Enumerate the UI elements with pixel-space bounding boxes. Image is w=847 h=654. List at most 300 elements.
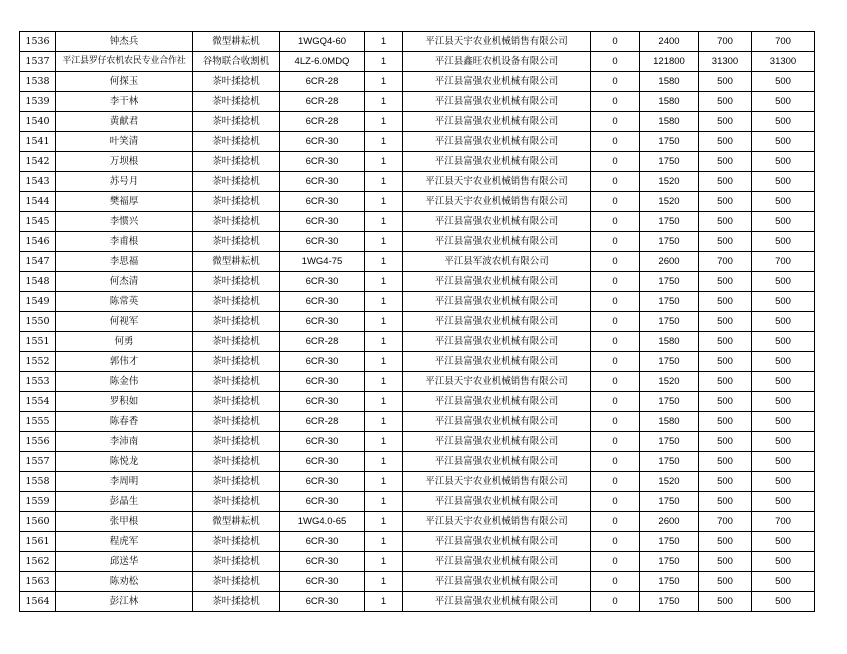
owner-name-cell: 陈春香 bbox=[56, 412, 193, 432]
owner-name-cell: 罗积如 bbox=[56, 392, 193, 412]
row-number-cell: 1553 bbox=[20, 372, 56, 392]
machine-type-cell: 茶叶揉捻机 bbox=[193, 352, 280, 372]
owner-name-cell: 陈劝松 bbox=[56, 572, 193, 592]
table-row bbox=[20, 92, 815, 112]
row-number-cell: 1560 bbox=[20, 512, 56, 532]
subsidy-b-cell: 500 bbox=[752, 272, 815, 292]
price-cell: 2400 bbox=[640, 32, 699, 52]
dealer-cell: 平江县富强农业机械有限公司 bbox=[403, 112, 591, 132]
subsidy-a-cell: 500 bbox=[699, 532, 752, 552]
col-zero-cell: 0 bbox=[591, 132, 640, 152]
owner-name-cell: 黄献君 bbox=[56, 112, 193, 132]
model-cell: 6CR-30 bbox=[280, 212, 365, 232]
machine-type-cell: 茶叶揉捻机 bbox=[193, 112, 280, 132]
quantity-cell: 1 bbox=[365, 312, 403, 332]
owner-name-cell: 苏号月 bbox=[56, 172, 193, 192]
dealer-cell: 平江县天宇农业机械销售有限公司 bbox=[403, 372, 591, 392]
price-cell: 1750 bbox=[640, 532, 699, 552]
model-cell: 6CR-28 bbox=[280, 72, 365, 92]
subsidy-a-cell: 500 bbox=[699, 152, 752, 172]
dealer-cell: 平江县富强农业机械有限公司 bbox=[403, 552, 591, 572]
subsidy-b-cell: 500 bbox=[752, 152, 815, 172]
row-number-cell: 1546 bbox=[20, 232, 56, 252]
dealer-cell: 平江县富强农业机械有限公司 bbox=[403, 92, 591, 112]
quantity-cell: 1 bbox=[365, 232, 403, 252]
price-cell: 1750 bbox=[640, 432, 699, 452]
col-zero-cell: 0 bbox=[591, 452, 640, 472]
row-number-cell: 1550 bbox=[20, 312, 56, 332]
machine-type-cell: 茶叶揉捻机 bbox=[193, 532, 280, 552]
model-cell: 6CR-30 bbox=[280, 192, 365, 212]
machine-type-cell: 茶叶揉捻机 bbox=[193, 212, 280, 232]
subsidy-b-cell: 500 bbox=[752, 592, 815, 612]
model-cell: 6CR-30 bbox=[280, 232, 365, 252]
dealer-cell: 平江县富强农业机械有限公司 bbox=[403, 212, 591, 232]
quantity-cell: 1 bbox=[365, 32, 403, 52]
price-cell: 1580 bbox=[640, 92, 699, 112]
quantity-cell: 1 bbox=[365, 332, 403, 352]
price-cell: 1750 bbox=[640, 232, 699, 252]
machine-type-cell: 茶叶揉捻机 bbox=[193, 152, 280, 172]
subsidy-b-cell: 500 bbox=[752, 72, 815, 92]
row-number-cell: 1556 bbox=[20, 432, 56, 452]
dealer-cell: 平江县富强农业机械有限公司 bbox=[403, 312, 591, 332]
subsidy-b-cell: 500 bbox=[752, 232, 815, 252]
machine-type-cell: 微型耕耘机 bbox=[193, 252, 280, 272]
subsidy-a-cell: 500 bbox=[699, 372, 752, 392]
subsidy-a-cell: 500 bbox=[699, 172, 752, 192]
owner-name-cell: 何视军 bbox=[56, 312, 193, 332]
owner-name-cell: 陈悦龙 bbox=[56, 452, 193, 472]
machine-type-cell: 微型耕耘机 bbox=[193, 32, 280, 52]
quantity-cell: 1 bbox=[365, 372, 403, 392]
col-zero-cell: 0 bbox=[591, 532, 640, 552]
subsidy-b-cell: 500 bbox=[752, 392, 815, 412]
model-cell: 6CR-30 bbox=[280, 592, 365, 612]
col-zero-cell: 0 bbox=[591, 252, 640, 272]
quantity-cell: 1 bbox=[365, 252, 403, 272]
col-zero-cell: 0 bbox=[591, 352, 640, 372]
subsidy-a-cell: 500 bbox=[699, 112, 752, 132]
dealer-cell: 平江县天宇农业机械销售有限公司 bbox=[403, 192, 591, 212]
price-cell: 1750 bbox=[640, 292, 699, 312]
col-zero-cell: 0 bbox=[591, 72, 640, 92]
table-row bbox=[20, 452, 815, 472]
table-row bbox=[20, 252, 815, 272]
row-number-cell: 1547 bbox=[20, 252, 56, 272]
col-zero-cell: 0 bbox=[591, 572, 640, 592]
price-cell: 1750 bbox=[640, 152, 699, 172]
subsidy-a-cell: 500 bbox=[699, 332, 752, 352]
dealer-cell: 平江县富强农业机械有限公司 bbox=[403, 432, 591, 452]
owner-name-cell: 邱送华 bbox=[56, 552, 193, 572]
dealer-cell: 平江县富强农业机械有限公司 bbox=[403, 412, 591, 432]
subsidy-a-cell: 500 bbox=[699, 452, 752, 472]
owner-name-cell: 陈常英 bbox=[56, 292, 193, 312]
model-cell: 4LZ-6.0MDQ bbox=[280, 52, 365, 72]
table-row bbox=[20, 72, 815, 92]
subsidy-b-cell: 500 bbox=[752, 332, 815, 352]
col-zero-cell: 0 bbox=[591, 392, 640, 412]
col-zero-cell: 0 bbox=[591, 52, 640, 72]
row-number-cell: 1545 bbox=[20, 212, 56, 232]
price-cell: 1750 bbox=[640, 312, 699, 332]
table-row bbox=[20, 492, 815, 512]
owner-name-cell: 陈金伟 bbox=[56, 372, 193, 392]
col-zero-cell: 0 bbox=[591, 212, 640, 232]
row-number-cell: 1558 bbox=[20, 472, 56, 492]
row-number-cell: 1540 bbox=[20, 112, 56, 132]
row-number-cell: 1548 bbox=[20, 272, 56, 292]
machine-type-cell: 茶叶揉捻机 bbox=[193, 132, 280, 152]
machine-type-cell: 茶叶揉捻机 bbox=[193, 232, 280, 252]
model-cell: 6CR-30 bbox=[280, 152, 365, 172]
col-zero-cell: 0 bbox=[591, 492, 640, 512]
price-cell: 1580 bbox=[640, 332, 699, 352]
col-zero-cell: 0 bbox=[591, 432, 640, 452]
subsidy-a-cell: 500 bbox=[699, 592, 752, 612]
col-zero-cell: 0 bbox=[591, 312, 640, 332]
model-cell: 6CR-30 bbox=[280, 372, 365, 392]
owner-name-cell: 何探玉 bbox=[56, 72, 193, 92]
price-cell: 1750 bbox=[640, 572, 699, 592]
table-row bbox=[20, 472, 815, 492]
row-number-cell: 1563 bbox=[20, 572, 56, 592]
owner-name-cell: 郭伟才 bbox=[56, 352, 193, 372]
quantity-cell: 1 bbox=[365, 192, 403, 212]
owner-name-cell: 彭晶生 bbox=[56, 492, 193, 512]
machine-type-cell: 茶叶揉捻机 bbox=[193, 472, 280, 492]
model-cell: 6CR-30 bbox=[280, 572, 365, 592]
col-zero-cell: 0 bbox=[591, 172, 640, 192]
quantity-cell: 1 bbox=[365, 152, 403, 172]
subsidy-b-cell: 500 bbox=[752, 432, 815, 452]
table-row bbox=[20, 152, 815, 172]
table-row bbox=[20, 112, 815, 132]
owner-name-cell: 何勇 bbox=[56, 332, 193, 352]
subsidy-b-cell: 500 bbox=[752, 492, 815, 512]
col-zero-cell: 0 bbox=[591, 552, 640, 572]
subsidy-a-cell: 500 bbox=[699, 352, 752, 372]
price-cell: 121800 bbox=[640, 52, 699, 72]
dealer-cell: 平江县富强农业机械有限公司 bbox=[403, 452, 591, 472]
subsidy-b-cell: 500 bbox=[752, 372, 815, 392]
col-zero-cell: 0 bbox=[591, 332, 640, 352]
col-zero-cell: 0 bbox=[591, 232, 640, 252]
quantity-cell: 1 bbox=[365, 52, 403, 72]
machine-type-cell: 微型耕耘机 bbox=[193, 512, 280, 532]
owner-name-cell: 樊福厚 bbox=[56, 192, 193, 212]
model-cell: 6CR-28 bbox=[280, 92, 365, 112]
owner-name-cell: 钟杰兵 bbox=[56, 32, 193, 52]
dealer-cell: 平江县天宇农业机械销售有限公司 bbox=[403, 32, 591, 52]
subsidy-b-cell: 500 bbox=[752, 552, 815, 572]
table-row bbox=[20, 172, 815, 192]
subsidy-a-cell: 500 bbox=[699, 232, 752, 252]
quantity-cell: 1 bbox=[365, 512, 403, 532]
row-number-cell: 1555 bbox=[20, 412, 56, 432]
model-cell: 6CR-30 bbox=[280, 432, 365, 452]
quantity-cell: 1 bbox=[365, 552, 403, 572]
machine-type-cell: 茶叶揉捻机 bbox=[193, 412, 280, 432]
subsidy-b-cell: 500 bbox=[752, 192, 815, 212]
quantity-cell: 1 bbox=[365, 212, 403, 232]
quantity-cell: 1 bbox=[365, 112, 403, 132]
subsidy-a-cell: 31300 bbox=[699, 52, 752, 72]
subsidy-a-cell: 700 bbox=[699, 32, 752, 52]
table-body bbox=[20, 32, 815, 612]
owner-name-cell: 张甲根 bbox=[56, 512, 193, 532]
owner-name-cell: 万坝根 bbox=[56, 152, 193, 172]
machine-type-cell: 茶叶揉捻机 bbox=[193, 572, 280, 592]
machine-type-cell: 茶叶揉捻机 bbox=[193, 172, 280, 192]
machine-type-cell: 茶叶揉捻机 bbox=[193, 552, 280, 572]
table-row bbox=[20, 212, 815, 232]
table-row bbox=[20, 232, 815, 252]
row-number-cell: 1559 bbox=[20, 492, 56, 512]
col-zero-cell: 0 bbox=[591, 192, 640, 212]
model-cell: 6CR-30 bbox=[280, 532, 365, 552]
machine-type-cell: 茶叶揉捻机 bbox=[193, 372, 280, 392]
owner-name-cell: 李沛南 bbox=[56, 432, 193, 452]
owner-name-cell: 李周明 bbox=[56, 472, 193, 492]
col-zero-cell: 0 bbox=[591, 272, 640, 292]
subsidy-b-cell: 500 bbox=[752, 472, 815, 492]
dealer-cell: 平江县富强农业机械有限公司 bbox=[403, 392, 591, 412]
owner-name-cell: 李惯兴 bbox=[56, 212, 193, 232]
subsidy-b-cell: 500 bbox=[752, 352, 815, 372]
row-number-cell: 1542 bbox=[20, 152, 56, 172]
col-zero-cell: 0 bbox=[591, 412, 640, 432]
table-row bbox=[20, 32, 815, 52]
subsidy-b-cell: 500 bbox=[752, 312, 815, 332]
subsidy-b-cell: 700 bbox=[752, 32, 815, 52]
owner-name-cell: 叶笑清 bbox=[56, 132, 193, 152]
quantity-cell: 1 bbox=[365, 592, 403, 612]
price-cell: 1750 bbox=[640, 272, 699, 292]
table-row bbox=[20, 592, 815, 612]
machine-type-cell: 茶叶揉捻机 bbox=[193, 92, 280, 112]
model-cell: 6CR-30 bbox=[280, 132, 365, 152]
table-row bbox=[20, 532, 815, 552]
quantity-cell: 1 bbox=[365, 352, 403, 372]
price-cell: 1750 bbox=[640, 212, 699, 232]
table-row bbox=[20, 552, 815, 572]
row-number-cell: 1537 bbox=[20, 52, 56, 72]
subsidy-b-cell: 500 bbox=[752, 532, 815, 552]
subsidy-a-cell: 500 bbox=[699, 432, 752, 452]
col-zero-cell: 0 bbox=[591, 512, 640, 532]
model-cell: 6CR-30 bbox=[280, 472, 365, 492]
quantity-cell: 1 bbox=[365, 272, 403, 292]
row-number-cell: 1538 bbox=[20, 72, 56, 92]
quantity-cell: 1 bbox=[365, 132, 403, 152]
machine-type-cell: 茶叶揉捻机 bbox=[193, 72, 280, 92]
subsidy-b-cell: 500 bbox=[752, 132, 815, 152]
machine-type-cell: 茶叶揉捻机 bbox=[193, 592, 280, 612]
subsidy-b-cell: 700 bbox=[752, 252, 815, 272]
price-cell: 1580 bbox=[640, 72, 699, 92]
quantity-cell: 1 bbox=[365, 432, 403, 452]
subsidy-a-cell: 500 bbox=[699, 552, 752, 572]
subsidy-a-cell: 500 bbox=[699, 292, 752, 312]
quantity-cell: 1 bbox=[365, 412, 403, 432]
dealer-cell: 平江县富强农业机械有限公司 bbox=[403, 132, 591, 152]
table-row bbox=[20, 52, 815, 72]
machine-type-cell: 茶叶揉捻机 bbox=[193, 332, 280, 352]
model-cell: 6CR-28 bbox=[280, 412, 365, 432]
owner-name-cell: 李甫根 bbox=[56, 232, 193, 252]
dealer-cell: 平江县富强农业机械有限公司 bbox=[403, 532, 591, 552]
owner-name-cell: 平江县罗仔农机农民专业合作社 bbox=[56, 52, 193, 72]
table-row bbox=[20, 132, 815, 152]
subsidy-b-cell: 500 bbox=[752, 212, 815, 232]
model-cell: 1WG4-75 bbox=[280, 252, 365, 272]
model-cell: 6CR-30 bbox=[280, 172, 365, 192]
col-zero-cell: 0 bbox=[591, 472, 640, 492]
row-number-cell: 1564 bbox=[20, 592, 56, 612]
subsidy-a-cell: 500 bbox=[699, 212, 752, 232]
col-zero-cell: 0 bbox=[591, 92, 640, 112]
model-cell: 6CR-30 bbox=[280, 312, 365, 332]
price-cell: 1580 bbox=[640, 412, 699, 432]
row-number-cell: 1552 bbox=[20, 352, 56, 372]
model-cell: 6CR-30 bbox=[280, 552, 365, 572]
price-cell: 1750 bbox=[640, 552, 699, 572]
model-cell: 6CR-30 bbox=[280, 492, 365, 512]
table-row bbox=[20, 272, 815, 292]
col-zero-cell: 0 bbox=[591, 292, 640, 312]
subsidy-a-cell: 500 bbox=[699, 192, 752, 212]
subsidy-a-cell: 500 bbox=[699, 472, 752, 492]
owner-name-cell: 何杰清 bbox=[56, 272, 193, 292]
table-row bbox=[20, 312, 815, 332]
owner-name-cell: 程虎军 bbox=[56, 532, 193, 552]
model-cell: 1WG4.0-65 bbox=[280, 512, 365, 532]
machine-type-cell: 茶叶揉捻机 bbox=[193, 192, 280, 212]
model-cell: 6CR-30 bbox=[280, 452, 365, 472]
row-number-cell: 1561 bbox=[20, 532, 56, 552]
subsidy-b-cell: 500 bbox=[752, 112, 815, 132]
subsidy-a-cell: 700 bbox=[699, 252, 752, 272]
row-number-cell: 1551 bbox=[20, 332, 56, 352]
col-zero-cell: 0 bbox=[591, 152, 640, 172]
table-row bbox=[20, 392, 815, 412]
table-row bbox=[20, 512, 815, 532]
quantity-cell: 1 bbox=[365, 172, 403, 192]
model-cell: 1WGQ4-60 bbox=[280, 32, 365, 52]
row-number-cell: 1557 bbox=[20, 452, 56, 472]
row-number-cell: 1541 bbox=[20, 132, 56, 152]
machine-type-cell: 茶叶揉捻机 bbox=[193, 492, 280, 512]
dealer-cell: 平江县富强农业机械有限公司 bbox=[403, 272, 591, 292]
subsidy-b-cell: 500 bbox=[752, 92, 815, 112]
row-number-cell: 1544 bbox=[20, 192, 56, 212]
quantity-cell: 1 bbox=[365, 72, 403, 92]
quantity-cell: 1 bbox=[365, 452, 403, 472]
price-cell: 2600 bbox=[640, 512, 699, 532]
dealer-cell: 平江县军波农机有限公司 bbox=[403, 252, 591, 272]
dealer-cell: 平江县富强农业机械有限公司 bbox=[403, 72, 591, 92]
subsidy-b-cell: 500 bbox=[752, 292, 815, 312]
price-cell: 1520 bbox=[640, 192, 699, 212]
row-number-cell: 1549 bbox=[20, 292, 56, 312]
table-row bbox=[20, 332, 815, 352]
price-cell: 1750 bbox=[640, 492, 699, 512]
price-cell: 1520 bbox=[640, 172, 699, 192]
model-cell: 6CR-30 bbox=[280, 272, 365, 292]
subsidy-b-cell: 500 bbox=[752, 172, 815, 192]
subsidy-a-cell: 500 bbox=[699, 572, 752, 592]
col-zero-cell: 0 bbox=[591, 372, 640, 392]
dealer-cell: 平江县富强农业机械有限公司 bbox=[403, 152, 591, 172]
table-row bbox=[20, 352, 815, 372]
subsidy-b-cell: 500 bbox=[752, 452, 815, 472]
dealer-cell: 平江县富强农业机械有限公司 bbox=[403, 592, 591, 612]
price-cell: 1750 bbox=[640, 592, 699, 612]
row-number-cell: 1554 bbox=[20, 392, 56, 412]
dealer-cell: 平江县富强农业机械有限公司 bbox=[403, 332, 591, 352]
subsidy-b-cell: 31300 bbox=[752, 52, 815, 72]
price-cell: 1520 bbox=[640, 472, 699, 492]
price-cell: 1580 bbox=[640, 112, 699, 132]
model-cell: 6CR-30 bbox=[280, 292, 365, 312]
subsidy-a-cell: 500 bbox=[699, 492, 752, 512]
subsidy-a-cell: 500 bbox=[699, 312, 752, 332]
dealer-cell: 平江县天宇农业机械销售有限公司 bbox=[403, 512, 591, 532]
subsidy-b-cell: 500 bbox=[752, 572, 815, 592]
model-cell: 6CR-30 bbox=[280, 392, 365, 412]
dealer-cell: 平江县天宇农业机械销售有限公司 bbox=[403, 172, 591, 192]
model-cell: 6CR-30 bbox=[280, 352, 365, 372]
dealer-cell: 平江县富强农业机械有限公司 bbox=[403, 232, 591, 252]
model-cell: 6CR-28 bbox=[280, 112, 365, 132]
price-cell: 1750 bbox=[640, 392, 699, 412]
table-row bbox=[20, 192, 815, 212]
machine-type-cell: 谷物联合收割机 bbox=[193, 52, 280, 72]
price-cell: 1750 bbox=[640, 352, 699, 372]
subsidy-a-cell: 500 bbox=[699, 72, 752, 92]
row-number-cell: 1536 bbox=[20, 32, 56, 52]
row-number-cell: 1562 bbox=[20, 552, 56, 572]
row-number-cell: 1543 bbox=[20, 172, 56, 192]
col-zero-cell: 0 bbox=[591, 112, 640, 132]
price-cell: 1750 bbox=[640, 132, 699, 152]
price-cell: 1750 bbox=[640, 452, 699, 472]
dealer-cell: 平江县天宇农业机械销售有限公司 bbox=[403, 472, 591, 492]
table-row bbox=[20, 572, 815, 592]
dealer-cell: 平江县富强农业机械有限公司 bbox=[403, 292, 591, 312]
dealer-cell: 平江县富强农业机械有限公司 bbox=[403, 352, 591, 372]
machine-type-cell: 茶叶揉捻机 bbox=[193, 312, 280, 332]
subsidy-a-cell: 700 bbox=[699, 512, 752, 532]
quantity-cell: 1 bbox=[365, 92, 403, 112]
quantity-cell: 1 bbox=[365, 572, 403, 592]
subsidy-a-cell: 500 bbox=[699, 272, 752, 292]
dealer-cell: 平江县富强农业机械有限公司 bbox=[403, 572, 591, 592]
machine-type-cell: 茶叶揉捻机 bbox=[193, 292, 280, 312]
owner-name-cell: 彭江林 bbox=[56, 592, 193, 612]
table-row bbox=[20, 292, 815, 312]
price-cell: 1520 bbox=[640, 372, 699, 392]
price-cell: 2600 bbox=[640, 252, 699, 272]
subsidy-a-cell: 500 bbox=[699, 392, 752, 412]
machine-type-cell: 茶叶揉捻机 bbox=[193, 392, 280, 412]
dealer-cell: 平江县富强农业机械有限公司 bbox=[403, 492, 591, 512]
quantity-cell: 1 bbox=[365, 292, 403, 312]
row-number-cell: 1539 bbox=[20, 92, 56, 112]
col-zero-cell: 0 bbox=[591, 592, 640, 612]
